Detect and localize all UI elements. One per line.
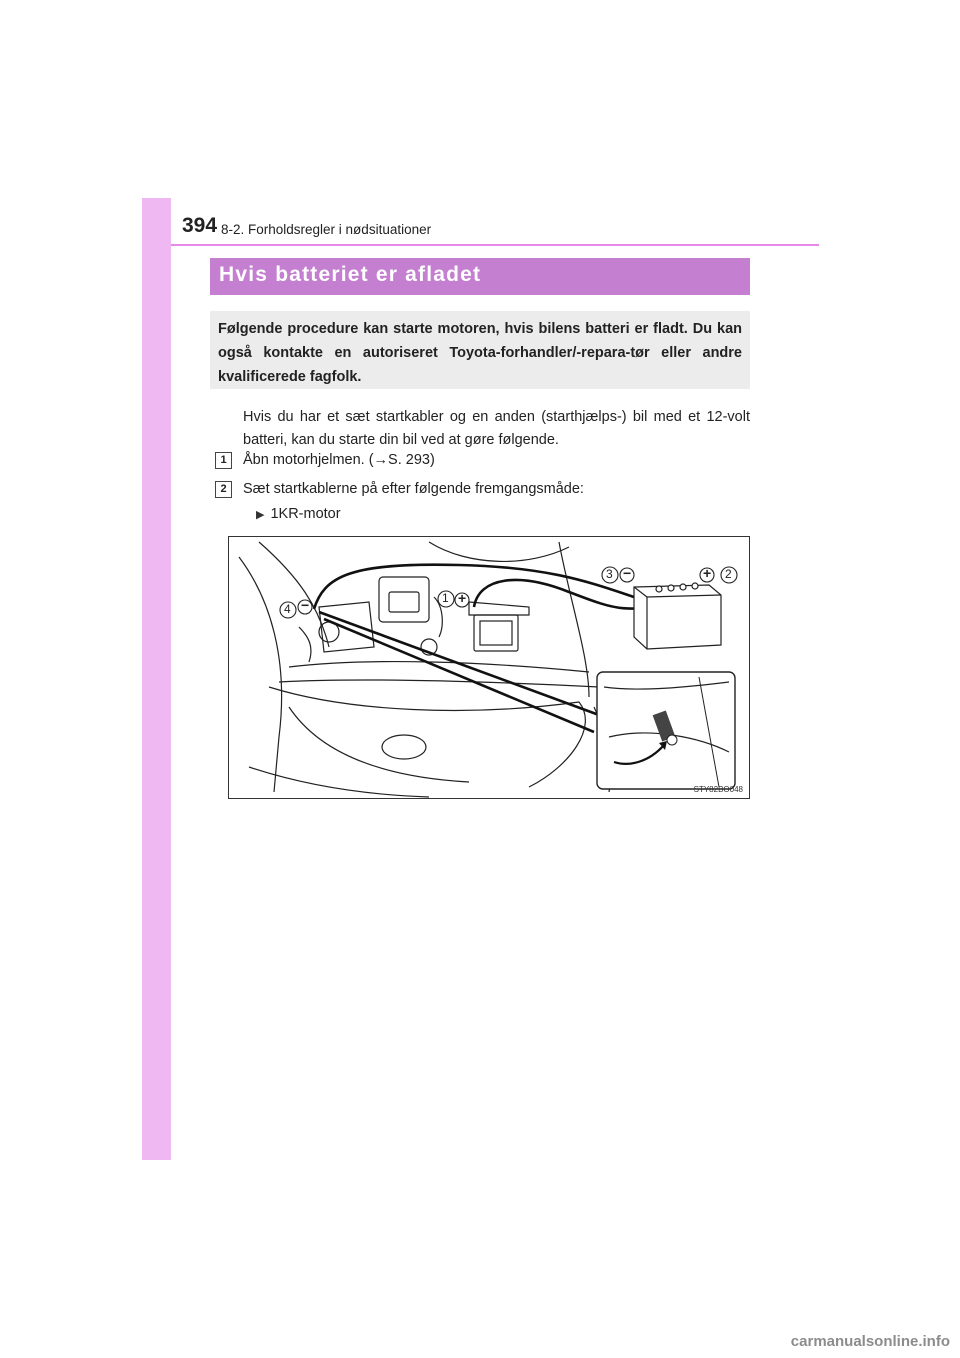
plus-symbol-1: + — [458, 590, 467, 606]
triangle-bullet-icon: ▶ — [256, 509, 265, 521]
callout-3: 3 — [606, 567, 613, 581]
callout-1: 1 — [442, 591, 449, 605]
side-tab-band — [142, 198, 171, 1160]
step-number-box: 2 — [215, 481, 232, 498]
breadcrumb: 8-2. Forholdsregler i nødsituationer — [221, 222, 432, 237]
step-text: Sæt startkablerne på efter følgende fremgangsmåde: — [243, 481, 584, 497]
jumpstart-illustration — [228, 536, 750, 799]
callout-2: 2 — [725, 567, 732, 581]
left-fender-line — [239, 557, 282, 792]
header-divider — [171, 244, 819, 246]
engine-bullet — [256, 506, 341, 522]
step-text: Åbn motorhjelmen. (→S. 293) — [243, 452, 435, 468]
callout-4: 4 — [284, 602, 291, 616]
minus-symbol-3: − — [623, 565, 632, 581]
minus-symbol-4: − — [301, 597, 310, 613]
step-number-box: 1 — [215, 452, 232, 469]
engine-bay-drawing — [229, 537, 749, 798]
plus-symbol-2: + — [703, 565, 712, 581]
page-number: 394 — [182, 214, 218, 237]
bullet-text: 1KR-motor — [270, 506, 341, 522]
section-title: Hvis batteriet er afladet — [210, 258, 750, 295]
watermark: carmanualsonline.info — [790, 1333, 950, 1350]
intro-box: Følgende procedure kan starte motoren, hvis bilens batteri er fladt. Du kan også kontakte en autoriseret Toyota-forhandler/-repara-tør eller andre kvalificerede fagfolk. — [210, 311, 750, 389]
figure-id: STY82BO048 — [693, 785, 743, 794]
body-paragraph: Hvis du har et sæt startkabler og en anden (starthjælps-) bil med et 12-volt batteri, kan du starte din bil ved at gøre følgende. — [243, 409, 750, 448]
emblem-outline — [382, 735, 426, 759]
